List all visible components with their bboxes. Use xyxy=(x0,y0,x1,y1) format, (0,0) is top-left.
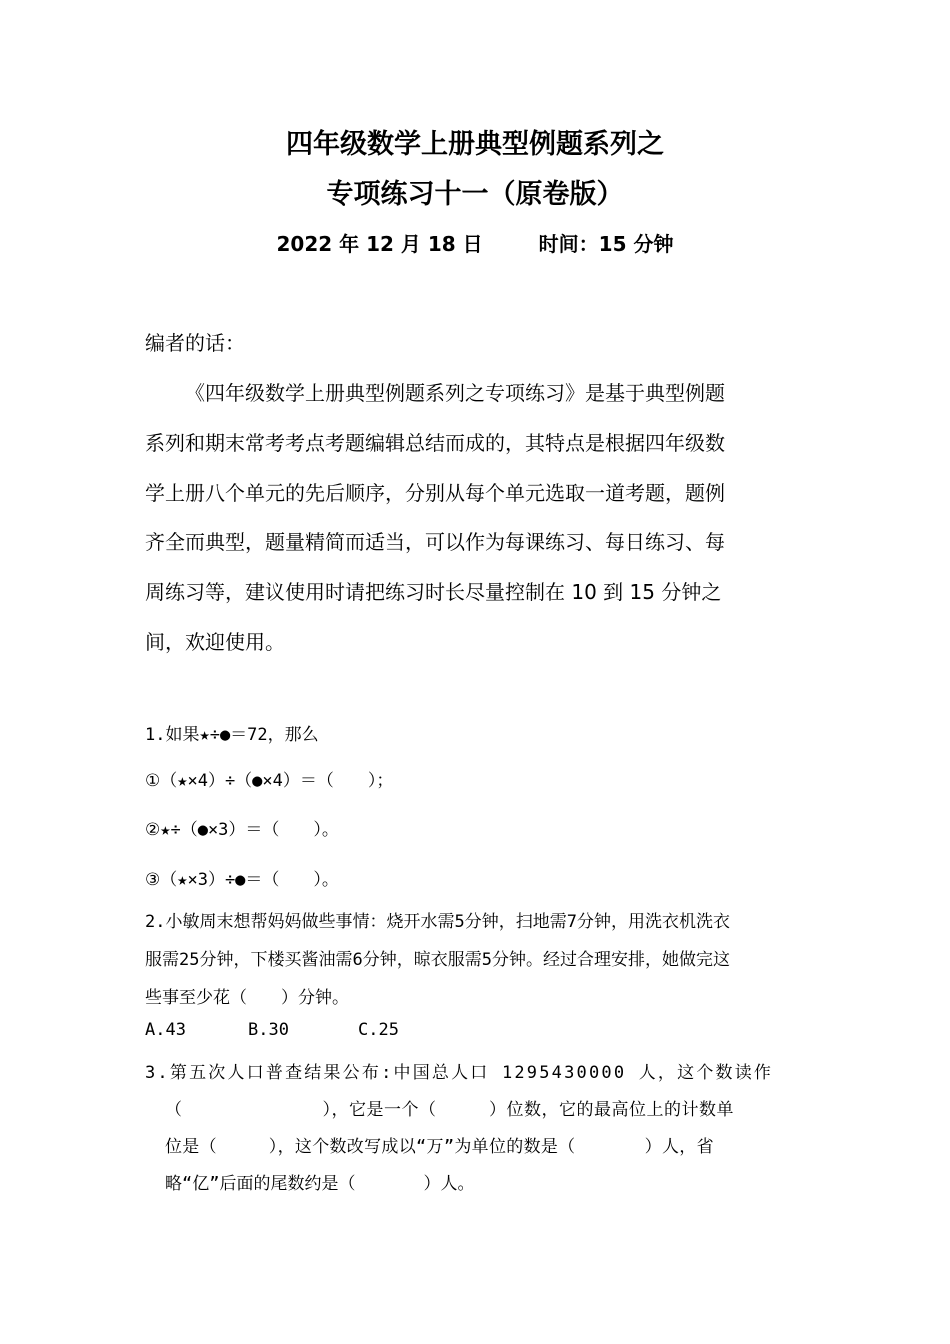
intro-line: 系列和期末常考考点考题编辑总结而成的，其特点是根据四年级数 xyxy=(145,431,725,455)
question-1-item-3: ③（★×3）÷●＝（ ）。 xyxy=(145,870,339,890)
question-3-line: 略“亿”后面的尾数约是（ ）人。 xyxy=(165,1174,475,1194)
intro-line: 学上册八个单元的先后顺序，分别从每个单元选取一道考题，题例 xyxy=(145,481,725,505)
time-limit: 时间：15 分钟 xyxy=(538,232,674,256)
question-1-item-1: ①（★×4）÷（●×4）＝（ ）； xyxy=(145,771,394,791)
question-3-line: 3.第五次人口普查结果公布:中国总人口 1295430000 人，这个数读作 xyxy=(145,1063,774,1083)
question-2-option-b: B.30 xyxy=(248,1020,289,1040)
intro-line: 齐全而典型，题量精简而适当，可以作为每课练习、每日练习、每 xyxy=(145,530,725,554)
intro-line: 周练习等，建议使用时请把练习时长尽量控制在 10 到 15 分钟之 xyxy=(145,580,722,604)
intro-line: 间，欢迎使用。 xyxy=(145,630,285,654)
question-1-stem: 1.如果★÷●＝72，那么 xyxy=(145,725,319,745)
question-3-line: 位是（ ），这个数改写成以“万”为单位的数是（ ）人，省 xyxy=(165,1137,714,1157)
question-1-item-2: ②★÷（●×3）＝（ ）。 xyxy=(145,820,339,840)
question-2-option-a: A.43 xyxy=(145,1020,186,1040)
question-2-line: 2.小敏周末想帮妈妈做些事情：烧开水需5分钟，扫地需7分钟，用洗衣机洗衣 xyxy=(145,912,730,932)
intro-line: 《四年级数学上册典型例题系列之专项练习》是基于典型例题 xyxy=(185,381,725,405)
intro-heading: 编者的话： xyxy=(145,331,245,355)
date: 2022 年 12 月 18 日 xyxy=(276,232,483,256)
question-2-line: 些事至少花（ ）分钟。 xyxy=(145,988,349,1008)
title-line-1: 四年级数学上册典型例题系列之 xyxy=(286,129,664,160)
question-3-line: （ ），它是一个（ ）位数，它的最高位上的计数单 xyxy=(165,1100,734,1120)
question-2-line: 服需25分钟，下楼买酱油需6分钟，晾衣服需5分钟。经过合理安排，她做完这 xyxy=(145,950,730,970)
title-line-2: 专项练习十一（原卷版） xyxy=(326,179,624,210)
date-time-line xyxy=(0,228,950,257)
question-2-option-c: C.25 xyxy=(358,1020,399,1040)
